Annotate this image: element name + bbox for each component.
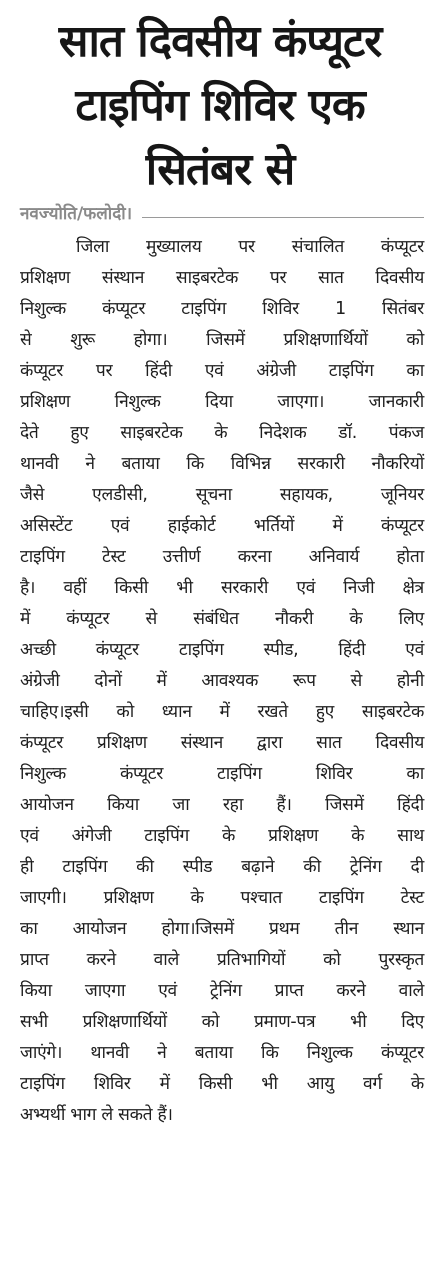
article-line: प्रशिक्षण संस्थान साइबरटेक पर सात दिवसीय (20, 268, 424, 288)
headline-line: टाइपिंग शिविर एक (75, 80, 365, 131)
article-line: में कंप्यूटर से संबंधित नौकरी के लिए (20, 609, 424, 629)
article-line: निशुल्क कंप्यूटर टाइपिंग शिविर का (20, 764, 424, 784)
article-line: है। वहीं किसी भी सरकारी एवं निजी क्षेत्र (20, 578, 424, 598)
article-paragraph (20, 232, 424, 1131)
article-line: कंप्यूटर पर हिंदी एवं अंग्रेजी टाइपिंग का (20, 361, 424, 381)
dateline: नवज्योति/फलोदी। (20, 204, 133, 224)
article-line: प्राप्त करने वाले प्रतिभागियों को पुरस्कृत (20, 950, 424, 970)
article-line: टाइपिंग शिविर में किसी भी आयु वर्ग के (20, 1074, 424, 1094)
article-line: प्रशिक्षण निशुल्क दिया जाएगा। जानकारी (20, 392, 424, 412)
headline (0, 0, 440, 202)
article-line: टाइपिंग टेस्ट उत्तीर्ण करना अनिवार्य होता (20, 547, 424, 567)
article-line: अंग्रेजी दोनों में आवश्यक रूप से होनी (20, 671, 424, 691)
article-line: निशुल्क कंप्यूटर टाइपिंग शिविर 1 सितंबर (20, 299, 424, 319)
article-line: चाहिए।इसी को ध्यान में रखते हुए साइबरटेक (20, 702, 424, 722)
dateline-rule (142, 217, 424, 218)
article-line: देते हुए साइबरटेक के निदेशक डॉ. पंकज (20, 423, 424, 443)
article-line: असिस्टेंट एवं हाईकोर्ट भर्तियों में कंप्यूटर (20, 516, 424, 536)
article-line: जैसे एलडीसी, सूचना सहायक, जूनियर (20, 485, 424, 505)
article-line: कंप्यूटर प्रशिक्षण संस्थान द्वारा सात दिवसीय (20, 733, 424, 753)
article-line: सभी प्रशिक्षणार्थियों को प्रमाण-पत्र भी दिए (20, 1012, 424, 1032)
article-line: जिला मुख्यालय पर संचालित कंप्यूटर (76, 237, 424, 257)
article-line: जाएगी। प्रशिक्षण के पश्चात टाइपिंग टेस्ट (20, 888, 424, 908)
article-line: से शुरू होगा। जिसमें प्रशिक्षणार्थियों को (20, 330, 424, 350)
article-line: अच्छी कंप्यूटर टाइपिंग स्पीड, हिंदी एवं (20, 640, 424, 660)
headline-line: सात दिवसीय कंप्यूटर (58, 16, 382, 67)
article-line: जाएंगे। थानवी ने बताया कि निशुल्क कंप्यूटर (20, 1043, 424, 1063)
article-line: ही टाइपिंग की स्पीड बढ़ाने की ट्रेनिंग दी (20, 857, 424, 877)
article-body (20, 200, 424, 1131)
article-line: थानवी ने बताया कि विभिन्न सरकारी नौकरियों (20, 454, 424, 474)
article-line: अभ्यर्थी भाग ले सकते हैं। (20, 1105, 173, 1125)
headline-line: सितंबर से (145, 144, 295, 195)
article-line: का आयोजन होगा।जिसमें प्रथम तीन स्थान (20, 919, 424, 939)
article-line: आयोजन किया जा रहा हैं। जिसमें हिंदी (20, 795, 424, 815)
article-line: एवं अंगेजी टाइपिंग के प्रशिक्षण के साथ (20, 826, 424, 846)
dateline-row (20, 200, 424, 228)
article-line: किया जाएगा एवं ट्रेनिंग प्राप्त करने वाले (20, 981, 424, 1001)
